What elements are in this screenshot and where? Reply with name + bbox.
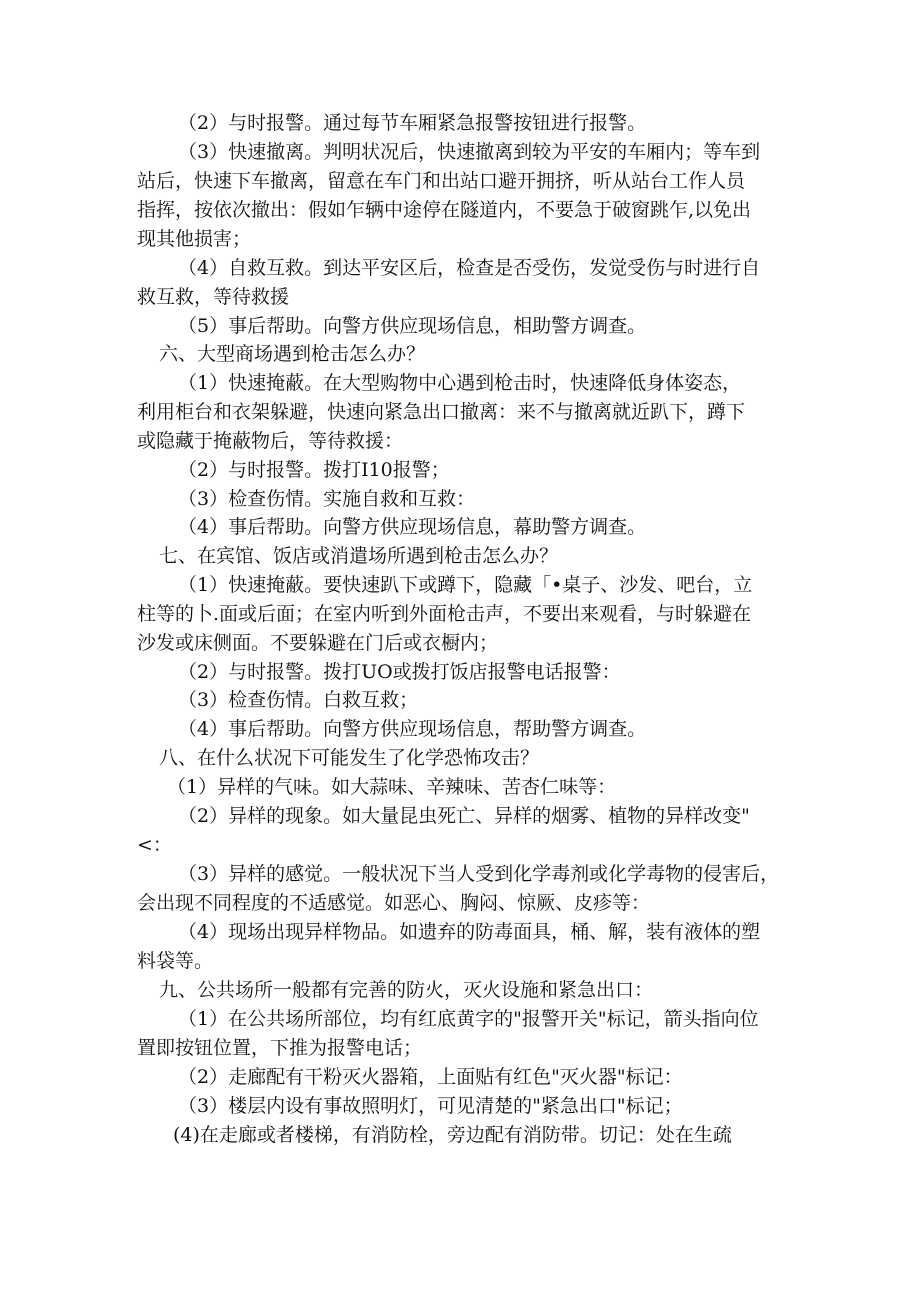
section-heading: 八、在什么状况下可能发生了化学恐怖攻击？ (159, 747, 540, 769)
text-line: 沙发或床侧面。不要躲避在门后或衣橱内； (137, 632, 499, 654)
text-line: （3）检查伤情。白救互救； (178, 689, 419, 711)
text-line: 指挥，按依次撤出：假如乍辆中途停在隧道内，不要急于破窗跳乍,以免出 (137, 199, 752, 221)
text-line: （2）与时报警。拨打I10报警； (178, 459, 450, 481)
text-line: （1）在公共场所部位，均有红底黄字的"报警开关"标记，箭头指向位 (178, 1008, 759, 1030)
section-heading: 六、大型商场遇到枪击怎么办？ (159, 343, 426, 365)
text-line: （2）与时报警。拨打UO或拨打饭店报警电话报警： (178, 661, 621, 683)
text-line: （1）快速掩蔽。要快速趴下或蹲下，隐藏「•桌子、沙发、吧台，立 (178, 574, 753, 596)
text-line: <： (137, 834, 172, 856)
text-line: （2）异样的现象。如大量昆虫死亡、异样的烟雾、植物的异样改变" (178, 805, 750, 827)
text-line: 会出现不同程度的不适感觉。如恶心、胸闷、惊厥、皮疹等： (137, 892, 651, 914)
text-line: （4）现场出现异样物品。如遗弃的防毒面具，桶、解，装有液体的塑 (178, 921, 761, 943)
text-line: （1）异样的气味。如大蒜味、辛辣味、苦杏仁味等： (167, 776, 617, 798)
text-line: 救互救，等待救援 (137, 286, 290, 308)
text-line: （3）异样的感觉。一般状况下当人受到化学毒剂或化学毒物的侵害后， (178, 863, 780, 885)
text-line: （3）检查伤情。实施自救和互救： (178, 488, 476, 510)
text-line: 现其他损害； (137, 228, 252, 250)
text-line: （5）事后帮助。向警方供应现场信息，相助警方调查。 (178, 315, 647, 337)
text-line: （2）走廊配有干粉灭火器箱，上面贴有红色"灭火器"标记： (178, 1066, 683, 1088)
text-line: （1）快速掩蔽。在大型购物中心遇到枪击时，快速降低身体姿态， (178, 372, 742, 394)
text-line: 利用柜台和衣架躲避，快速向紧急出口撤离：来不与撤离就近趴下，蹲下 (137, 401, 746, 423)
text-line: （4）自救互救。到达平安区后，检查是否受伤，发觉受伤与时进行自 (178, 257, 761, 279)
text-line: （3）快速撤离。判明状况后，快速撤离到较为平安的车厢内；等车到 (178, 141, 761, 163)
text-line: 置即按钮位置，下推为报警电话； (137, 1037, 423, 1059)
section-heading: 九、公共场所一般都有完善的防火，灭火设施和紧急出口： (159, 979, 654, 1001)
text-line: （3）楼层内设有事故照明灯，可见清楚的"紧急出口"标记； (178, 1095, 683, 1117)
text-line: （4）事后帮助。向警方供应现场信息，帮助警方调查。 (178, 718, 647, 740)
section-heading: 七、在宾馆、饭店或消遣场所遇到枪击怎么办？ (159, 545, 559, 567)
text-line: 站后，快速下车撤离，留意在车门和出站口避开拥挤，听从站台工作人员 (137, 170, 746, 192)
text-line: 料袋等。 (137, 950, 214, 972)
text-line: 或隐藏于掩蔽物后，等待救援： (137, 430, 404, 452)
text-line: （4）事后帮助。向警方供应现场信息，幕助警方调查。 (178, 516, 647, 538)
text-line: （2）与时报警。通过每节车厢紧急报警按钮进行报警。 (178, 112, 647, 134)
text-line: 柱等的卜.面或后面；在室内听到外面枪击声，不要出来观看，与时躲避在 (137, 603, 752, 625)
text-line: (4)在走廊或者楼梯，有消防栓，旁边配有消防带。切记：处在生疏 (173, 1124, 732, 1146)
